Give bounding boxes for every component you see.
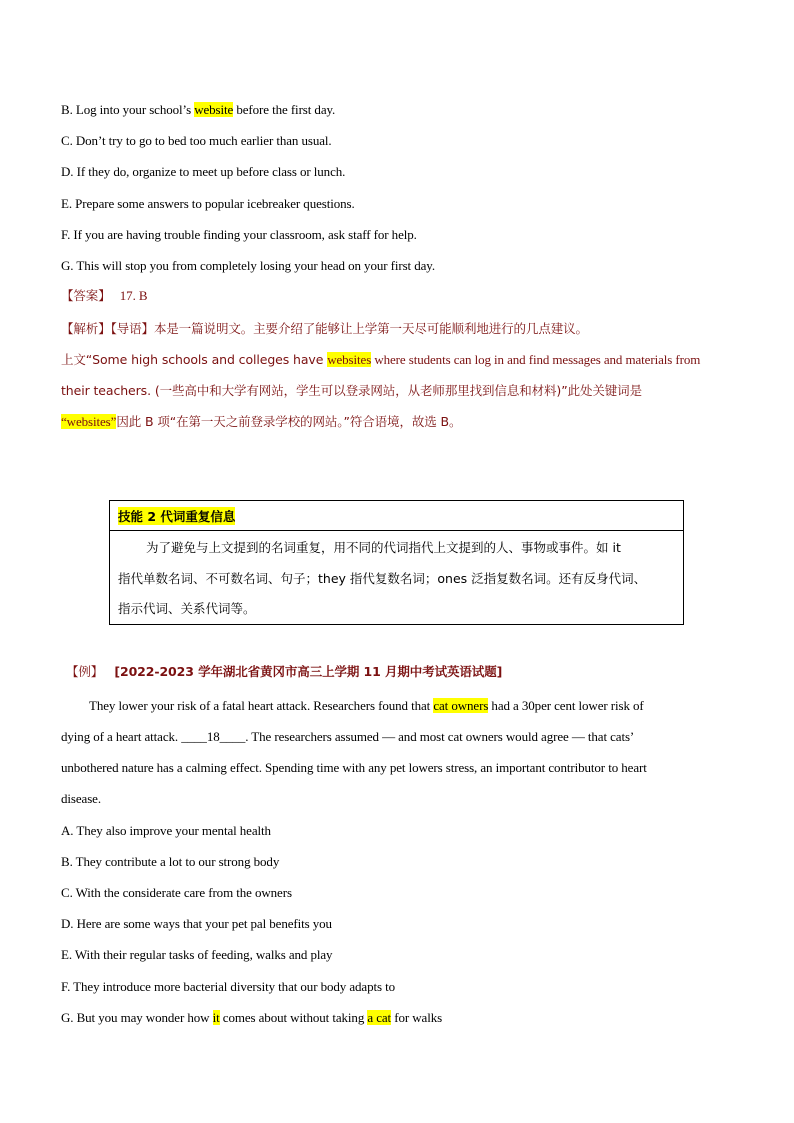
option-f-line: F. If you are having trouble finding your classroom, ask staff for help. [61, 227, 417, 242]
analysis-intro: 本是一篇说明文。主要介绍了能够让上学第一天尽可能顺利地进行的几点建议。 [153, 321, 588, 336]
highlight-a-cat: a cat [367, 1010, 392, 1025]
option-text: before the first day. [233, 102, 336, 117]
option-c2-line: C. With the considerate care from the owners [61, 885, 292, 900]
skill-box-title: 技能 2 代词重复信息 [118, 509, 236, 524]
example-source: [2022-2023 学年湖北省黄冈市高三上学期 11 月期中考试英语试题] [114, 664, 503, 679]
option-e2-line: E. With their regular tasks of feeding, walks and play [61, 947, 333, 962]
skill-box [109, 500, 684, 625]
analysis-text: 因此 B 项“在第一天之前登录学校的网站。”符合语境，故选 B。 [116, 414, 462, 429]
analysis-label: 【解析】【导语】 [61, 321, 154, 336]
option-d2-line: D. Here are some ways that your pet pal benefits you [61, 916, 332, 931]
answer-value: 17. B [119, 288, 148, 303]
passage-line-3: unbothered nature has a calming effect. Spending time with any pet lowers stress, an important contributor to heart [61, 760, 647, 775]
option-b2-line: B. They contribute a lot to our strong body [61, 854, 280, 869]
option-text: comes about without taking [219, 1010, 368, 1025]
skill-box-header [110, 501, 683, 531]
option-b-line [61, 101, 335, 119]
analysis-line-2: their teachers. (一些高中和大学有网站，学生可以登录网站，从老师那里找到信息和材料)”此处关键词是 [61, 383, 642, 398]
option-g2-line [61, 1009, 442, 1027]
analysis-intro-line [61, 320, 588, 338]
option-c-line: C. Don’t try to go to bed too much earlier than usual. [61, 133, 332, 148]
option-a2-line: A. They also improve your mental health [61, 823, 271, 838]
answer-line [61, 287, 147, 305]
passage-line-2: dying of a heart attack. ____18____. The researchers assumed — and most cat owners would agree — that cats’ [61, 729, 635, 744]
option-g-line: G. This will stop you from completely losing your head on your first day. [61, 258, 435, 273]
option-e-line: E. Prepare some answers to popular icebreaker questions. [61, 196, 355, 211]
skill-box-line-3: 指示代词、关系代词等。 [118, 601, 256, 616]
highlight-websites: websites [327, 352, 372, 367]
passage-line-4: disease. [61, 791, 101, 806]
answer-label: 【答案】 [61, 288, 111, 303]
analysis-text: 上文“Some high schools and colleges have [61, 352, 328, 367]
highlight-website: website [194, 102, 234, 117]
highlight-cat-owners: cat owners [433, 698, 489, 713]
passage-text: They lower your risk of a fatal heart attack. Researchers found that [89, 698, 434, 713]
passage-line-1 [89, 697, 644, 715]
example-label: 【例】 [66, 664, 104, 679]
option-d-line: D. If they do, organize to meet up before class or lunch. [61, 164, 346, 179]
passage-text: had a 30per cent lower risk of [488, 698, 644, 713]
highlight-websites-quoted: “websites” [61, 414, 117, 429]
highlight-it: it [212, 1010, 220, 1025]
option-f2-line: F. They introduce more bacterial diversity that our body adapts to [61, 979, 396, 994]
analysis-line-3 [61, 413, 461, 431]
option-text: B. Log into your school’s [61, 102, 195, 117]
skill-box-line-2: 指代单数名词、不可数名词、句子；they 指代复数名词；ones 泛指复数名词。还有反身代词、 [118, 571, 647, 586]
analysis-text: where students can log in and find messages and materials from [371, 352, 701, 367]
option-text: for walks [391, 1010, 443, 1025]
analysis-line-1 [61, 351, 700, 369]
example-heading [66, 663, 502, 681]
skill-box-line-1: 为了避免与上文提到的名词重复，用不同的代词指代上文提到的人、事物或事件。如 it [146, 540, 621, 555]
option-text: G. But you may wonder how [61, 1010, 213, 1025]
